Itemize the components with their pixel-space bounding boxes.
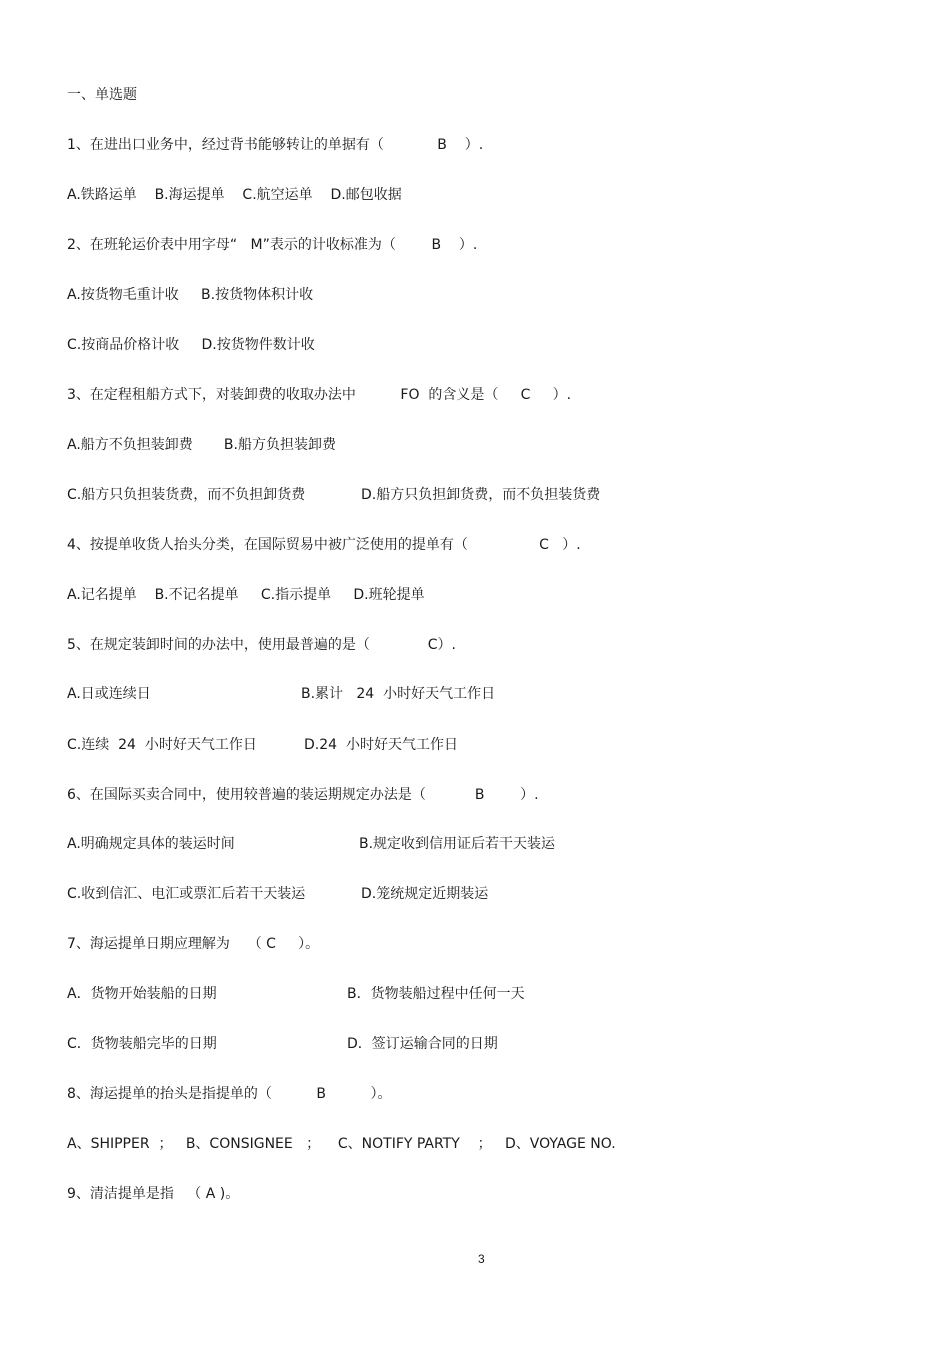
question-5-option-b: B.累计 24 小时好天气工作日 [301,686,496,702]
question-7-option-b: B．货物装船过程中任何一天 [347,986,525,1002]
question-2: 2、在班轮运价表中用字母“ M”表示的计收标准为（ B ）. [67,237,478,253]
question-5: 5、在规定装卸时间的办法中，使用最普遍的是（ C）. [67,637,456,653]
question-2-options-cd: C.按商品价格计收 D.按货物件数计收 [67,337,315,353]
question-2-options-ab: A.按货物毛重计收 B.按货物体积计收 [67,287,314,303]
question-5-option-d: D.24 小时好天气工作日 [304,737,458,753]
question-5-option-a: A.日或连续日 [67,686,151,702]
question-6-option-b: B.规定收到信用证后若干天装运 [359,836,556,852]
question-4: 4、按提单收货人抬头分类，在国际贸易中被广泛使用的提单有（ C ）. [67,537,581,553]
question-6-option-d: D.笼统规定近期装运 [361,886,489,902]
question-4-options: A.记名提单 B.不记名提单 C.指示提单 D.班轮提单 [67,587,425,603]
question-3-option-c: C.船方只负担装货费，而不负担卸货费 [67,487,306,503]
question-8-options: A、SHIPPER ； B、CONSIGNEE ； C、NOTIFY PARTY ； D、VOYAGE NO. [67,1136,616,1152]
question-3-options-ab: A.船方不负担装卸费 B.船方负担装卸费 [67,437,336,453]
question-7-option-c: C．货物装船完毕的日期 [67,1036,217,1052]
question-5-option-c: C.连续 24 小时好天气工作日 [67,737,257,753]
question-7-option-d: D．签订运输合同的日期 [347,1036,498,1052]
question-8: 8、海运提单的抬头是指提单的（ B ）。 [67,1086,392,1102]
question-6: 6、在国际买卖合同中，使用较普遍的装运期规定办法是（ B ）. [67,787,539,803]
question-3: 3、在定程租船方式下，对装卸费的收取办法中 FO 的含义是（ C ）. [67,387,572,403]
question-7-option-a: A．货物开始装船的日期 [67,986,217,1002]
question-7: 7、海运提单日期应理解为 （ C ）。 [67,936,320,952]
page-number: 3 [478,1252,485,1266]
section-title: 一、单选题 [67,87,137,103]
question-1: 1、在进出口业务中，经过背书能够转让的单据有（ B ）. [67,137,484,153]
question-6-option-a: A.明确规定具体的装运时间 [67,836,235,852]
question-1-options: A.铁路运单 B.海运提单 C.航空运单 D.邮包收据 [67,187,402,203]
question-6-option-c: C.收到信汇、电汇或票汇后若干天装运 [67,886,306,902]
question-9: 9、清洁提单是指 （ A )。 [67,1186,240,1202]
question-3-option-d: D.船方只负担卸货费，而不负担装货费 [361,487,601,503]
